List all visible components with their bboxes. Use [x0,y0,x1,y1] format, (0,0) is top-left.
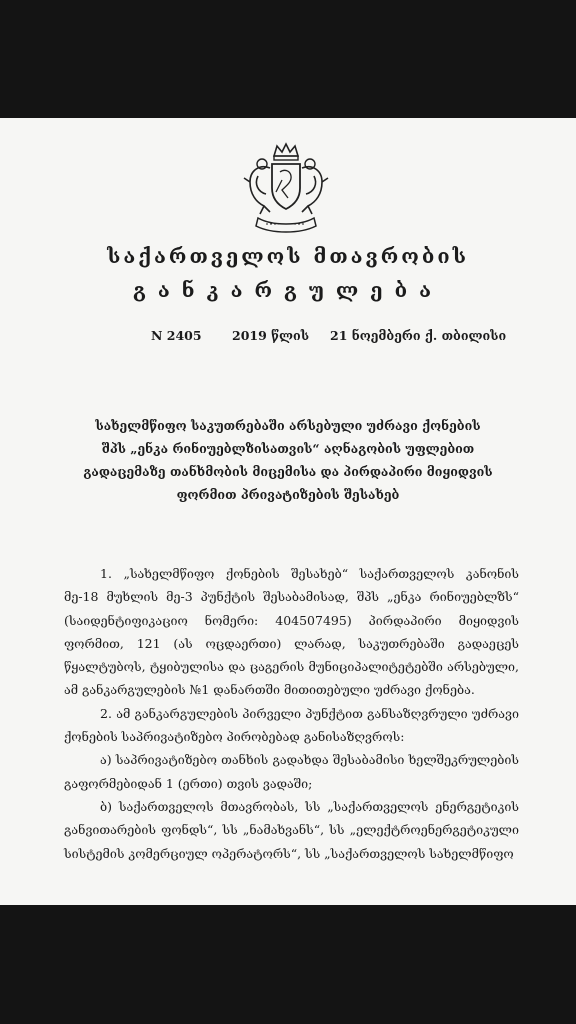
document-body [64,562,519,865]
paragraph-2a: ა) საპრივატიზებო თანხის გადახდა შესაბამისი ხელშეკრულების გაფორმებიდან 1 (ერთი) თვის ვადაში; [64,752,519,791]
decree-heading: განკარგულება [133,278,443,302]
decree-number: N 2405 [151,328,202,343]
paragraph-2b: ბ) საქართველოს მთავრობას, სს „საქართველოს ენერგეტიკის განვითარების ფონდს“, სს „ნამახვანს“, სს „ელექტროენერგეტიკული სისტემის კომერციულ ოპერატორს“, სს „საქართველოს სახელმწიფო [64,798,519,861]
decree-date-place: 21 ნოემბერი ქ. თბილისი [330,328,507,343]
top-black-bar [0,0,576,118]
georgia-coat-of-arms-icon [236,142,336,238]
paragraph-1: 1. „სახელმწიფო ქონების შესახებ“ საქართველოს კანონის მე-18 მუხლის მე-3 პუნქტის შესაბამისად, შპს „ენკა რინიუებლზს“ (საიდენტიფიკაციო ნომერი: 404507495) პირდაპირი მიყიდვის ფორმით, 121 (ას ოცდაერთი) ლარად, საკუთრებაში გადაეცეს წყალტუბოს, ტყიბულისა და ცაგერის მუნიციპალიტეტებში არსებული, ამ განკარგულების №1 დანართში მითითებული უძრავი ქონება. [64,566,519,698]
document-title: სახელმწიფო საკუთრებაში არსებული უძრავი ქონების შპს „ენკა რინიუებლზისათვის“ აღნაგობის უფლებით გადაცემაზე თანხმობის მიცემისა და პირდაპირი მიყიდვის ფორმით პრივატიზების შესახებ [83,418,493,502]
government-heading: საქართველოს მთავრობის [107,244,469,268]
document-page [0,118,576,905]
decree-year: 2019 წლის [232,328,310,343]
paragraph-2: 2. ამ განკარგულების პირველი პუნქტით განსაზღვრული უძრავი ქონების საპრივატიზებო პირობებად განისაზღვროს: [64,705,519,745]
bottom-black-bar [0,905,576,1024]
